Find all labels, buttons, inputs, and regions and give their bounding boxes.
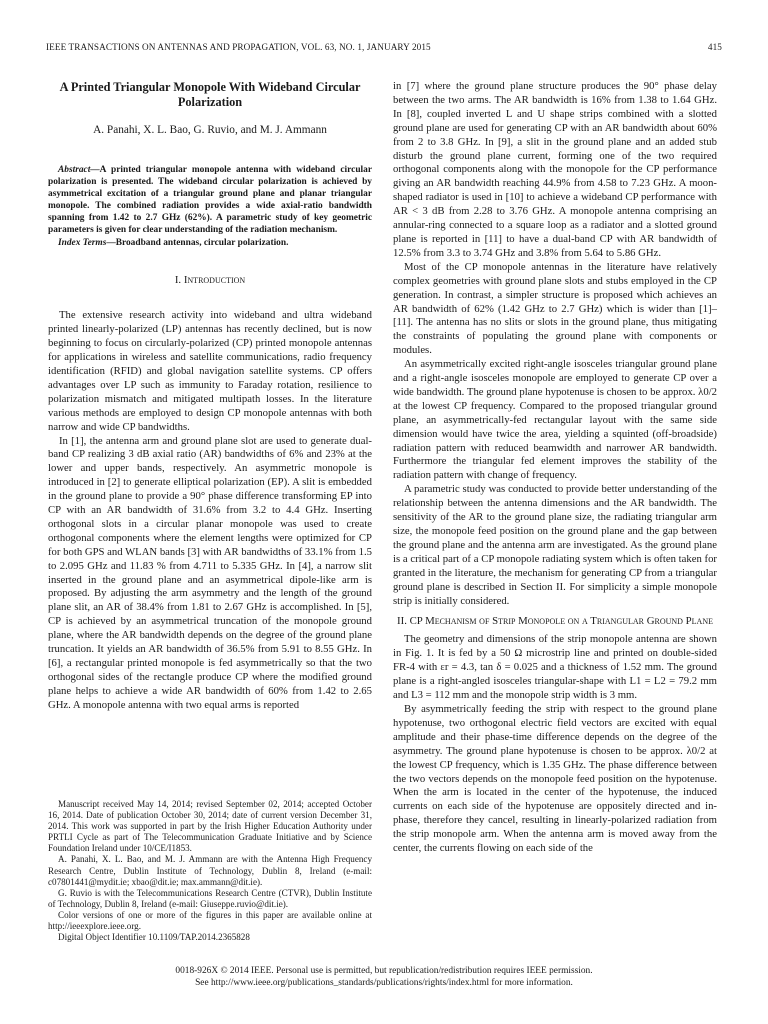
index-terms-lead: Index Terms: [58, 238, 107, 249]
body-paragraph: Most of the CP monopole antennas in the literature have relatively complex geometries with ground plane slots and stubs employed in the CP generation. In contrast, a simpler structure is proposed which achieves an AR bandwidth of 62% (1.42 GHz to 2.7 GHz) which is wider than [1]–[11]. The antenna has no slits or slots in the ground plane, thus mitigating the constraints of populating the ground plane with components or modules.: [393, 260, 717, 357]
left-column: [48, 80, 372, 713]
footnote: A. Panahi, X. L. Bao, and M. J. Ammann are with the Antenna High Frequency Research Centre, Dublin Institute of Technology, Dublin 8, Ireland (e-mail: c07801441@mydit.ie; xbao@dit.ie; max.ammann@dit.ie).: [48, 854, 372, 887]
footnote: G. Ruvio is with the Telecommunications Research Centre (CTVR), Dublin Institute of Technology, Dublin 8, Ireland (e-mail: Giuseppe.ruvio@dit.ie).: [48, 887, 372, 909]
abstract: [48, 165, 372, 236]
abstract-text: —A printed triangular monopole antenna with wideband circular polarization is presented. The wideband circular polarization is achieved by asymmetrical excitation of a triangular ground plane and planar triangular monopole. The combined radiation provides a wide axial-ratio bandwidth spanning from 1.42 to 2.7 GHz (62%). A parametric study of key geometric parameters is given for clear understanding of the radiation mechanism.: [48, 165, 372, 235]
journal-name: IEEE TRANSACTIONS ON ANTENNAS AND PROPAGATION, VOL. 63, NO. 1, JANUARY 2015: [46, 42, 431, 52]
body-paragraph: By asymmetrically feeding the strip with respect to the ground plane hypotenuse, two orthogonal electric field vectors are excited with equal amplitude and their phase-time difference depends on the degree of the asymmetry. The ground plane hypotenuse is chosen to be approx. λ0/2 at the lowest CP frequency, which is 1.35 GHz. The phase difference between the two vectors depends on the monopole feed position on the hypotenuse. When the arm is located in the center of the hypotenuse, the induced currents on each side of the hypotenuse are oppositely directed and in-phase, therefore they cancel, resulting in linearly-polarized radiation from the strip monopole arm. When the antenna arm is moved away from the center, the currents flowing on each side of the: [393, 702, 717, 855]
copyright-line: 0018-926X © 2014 IEEE. Personal use is permitted, but republication/redistribution requires IEEE permission.: [175, 966, 593, 976]
index-terms: [48, 238, 372, 250]
section-title: Introduction: [183, 274, 246, 287]
body-paragraph: A parametric study was conducted to provide better understanding of the relationship between the antenna dimensions and the AR bandwidth. The sensitivity of the AR to the ground plane size, the radiating triangular arm size, the monopole feed position on the ground plane and the gap between the ground plane and the antenna arm are investigated. As the ground plane is a critical part of a CP monopole radiating system which is often taken for granted in the literature, the mechanism for generating CP from a triangular ground plane is described in Section II. For simplicity a simple monopole strip is initially considered.: [393, 483, 717, 607]
body-paragraph: The geometry and dimensions of the strip monopole antenna are shown in Fig. 1. It is fed by a 50 Ω microstrip line and printed on double-sided FR-4 with εr = 4.3, tan δ = 0.025 and a thickness of 1.52 mm. The ground plane is a right-angled isosceles triangular-shape with L1 = L2 = 79.2 mm and L3 = 112 mm and the monopole strip width is 3 mm.: [393, 633, 717, 702]
section-number: I.: [174, 274, 182, 287]
section-title: CP Mechanism of Strip Monopole on a Triangular Ground Plane: [409, 615, 713, 628]
abstract-lead: Abstract: [58, 165, 91, 175]
footnotes: [48, 799, 372, 943]
rights-link-line: See http://www.ieee.org/publications_standards/publications/rights/index.html for more information.: [195, 978, 573, 988]
intro-paragraph: The extensive research activity into wideband and ultra wideband printed linearly-polarized (LP) antennas has recently declined, but is now beginning to focus on circularly-polarized (CP) printed monopole antennas for applications in wireless and satellite communications, radio frequency identification (RFID) and global navigation satellite systems. CP offers advantages over LP such as immunity to Faraday rotation, resilience to polarization mismatch and mitigated multipath losses. In the literature various methods are employed to design CP monopole antennas with both narrow and wide CP bandwidths.: [48, 309, 372, 433]
paper-title: A Printed Triangular Monopole With Wideband Circular Polarization: [59, 80, 361, 109]
intro-paragraph: In [1], the antenna arm and ground plane slot are used to generate dual-band CP realizing 3 dB axial ratio (AR) bandwidths of 6% and 23% at the lower and upper bands, respectively. An asymmetric monopole is introduced in [2] to generate elliptical polarization (EP). A slit is embedded in the ground plane to provide a 90° phase difference transforming EP into CP with an AR bandwidth of 31.6% from 3.2 to 4.4 GHz. Inserting orthogonal slots in a circular planar monopole was used to create orthogonal components where the element lengths were optimized for CP for both GPS and WLAN bands [3] with AR bandwidths of 33.1% from 1.5 to 2.095 GHz and 11.83 % from 4.711 to 5.335 GHz. In [4], a narrow slit inserted in the ground plane and an asymmetrical dipole-like arm is proposed. By adjusting the arm asymmetry and the length of the ground plane slit, an AR of 38.4% from 1.81 to 2.67 GHz is accomplished. In [5], CP is achieved by an asymmetrical truncation of the monopole ground plane, where the AR bandwidth depends on the degree of the ground plane truncation. It yields an AR bandwidth of 36.5% from 5.91 to 8.55 GHz. In [6], a rectangular printed monopole is fed asymmetrically so that the two orthogonal sides of the rectangle produce CP where the modified ground plane helps to achieve a wide AR bandwidth of 60% from 1.42 to 2.65 GHz. A monopole antenna with two equal arms is reported: [48, 434, 372, 711]
right-column: [393, 80, 717, 856]
running-header: [46, 42, 722, 52]
footnote: Color versions of one or more of the figures in this paper are available online at http://ieeexplore.ieee.org.: [48, 909, 372, 932]
footnote: Digital Object Identifier 10.1109/TAP.2014.2365828: [58, 932, 250, 943]
body-paragraph: in [7] where the ground plane structure produces the 90° phase delay between the two arms. The AR bandwidth is 16% from 1.38 to 1.64 GHz. In [8], coupled inverted L and U shape strips combined with a slotted ground plane are used for generating CP with an AR bandwidth about 60% from 2 to 3.8 GHz. In [9], a slit in the ground plane and an added stub disturb the ground plane current, forming one of the two required orthogonal components along with the monopole for the CP performance giving an AR bandwidth reaching 44.9% from 4.58 to 7.23 GHz. A moon-shaped radiator is used in [10] to achieve a wideband CP performance with AR < 3 dB from 2.28 to 3.76 GHz. A monopole antenna comprising an annular-ring connected to a square loop as a radiator and a slotted ground plane is reported in [11] to have a dual-band CP with AR bandwidth of 12.5% from 3.3 to 3.74 GHz and 3.8% from 5.64 to 5.86 GHz.: [393, 80, 717, 259]
index-terms-text: —Broadband antennas, circular polarization.: [106, 238, 289, 249]
section-number: II.: [397, 615, 407, 628]
copyright-notice: [0, 965, 768, 989]
body-paragraph: An asymmetrically excited right-angle isosceles triangular ground plane and a right-angle isosceles monopole are employed to generate CP over a wide bandwidth. The ground plane hypotenuse is chosen to be approx. λ0/2 at the lowest CP frequency. Compared to the proposed triangular ground plane, an asymmetrically-fed rectangular layout with the same side dimension would have twice the area, yielding a squinted (off-broadside) radiation pattern with reduced beamwidth and narrower AR bandwidth. Furthermore the triangular fed element improves the stability of the radiation pattern with change of frequency.: [393, 358, 717, 482]
footnote: Manuscript received May 14, 2014; revised September 02, 2014; accepted October 16, 2014. Date of publication October 30, 2014; date of current version December 31, 2014. This work was supported in part by the Irish Higher Education Authority under PRTLI Cycle as part of The Telecommunication Graduate Initiative and by Science Foundation Ireland under 10/CE/I1853.: [48, 799, 372, 854]
section-heading-introduction: [48, 274, 372, 287]
section-heading-cp-mechanism: [393, 614, 717, 628]
page-number: 415: [707, 42, 722, 52]
author-list: A. Panahi, X. L. Bao, G. Ruvio, and M. J. Ammann: [93, 124, 327, 136]
